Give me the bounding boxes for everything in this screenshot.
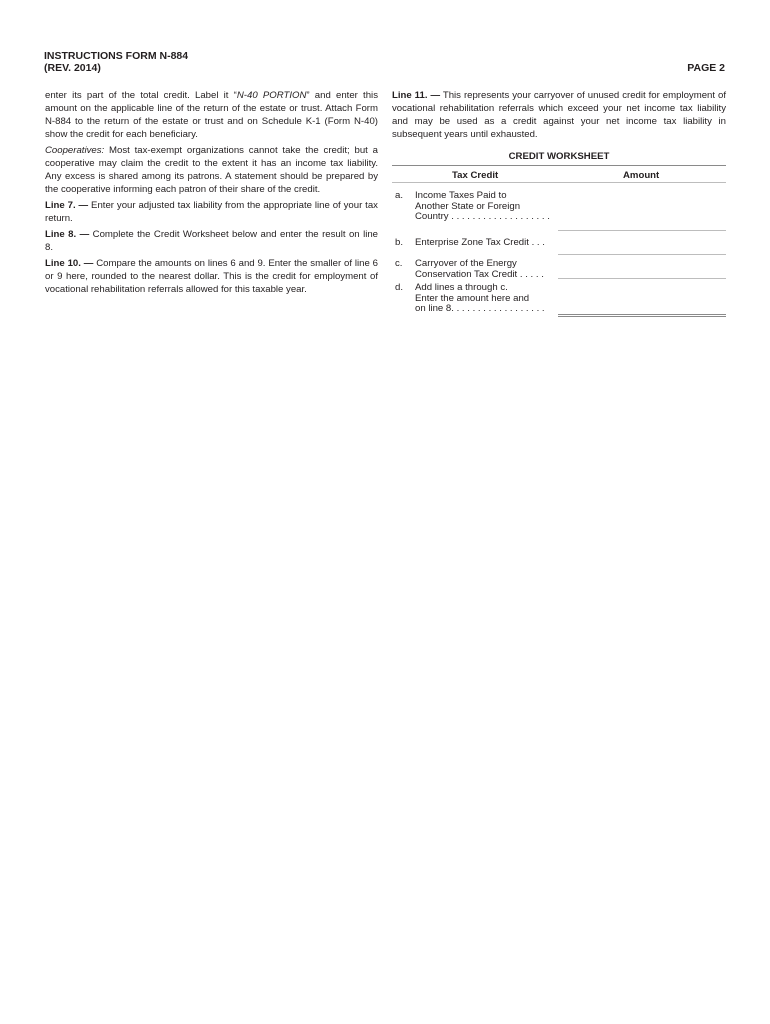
form-header <box>44 50 188 74</box>
row-description: Carryover of the Energy Conservation Tax Credit . . . . . <box>415 258 544 280</box>
worksheet-row-c <box>392 255 726 279</box>
worksheet-row-d <box>392 279 726 317</box>
worksheet-header-row <box>392 166 726 183</box>
n40-portion-label: N-40 PORTION <box>236 90 307 101</box>
form-title: INSTRUCTIONS FORM N-884 <box>44 50 189 62</box>
line-10-label: Line 10. — <box>45 258 94 269</box>
page-number: PAGE 2 <box>687 62 725 74</box>
estate-trust-paragraph: enter its part of the total credit. Label it “N-40 PORTION” and enter this amount on the applicable line of the return of the estate or trust. Attach Form N-884 to the return of the estate or trust and on Schedule K-1 (Form N-40) show the credit for each beneficiary. <box>45 90 378 140</box>
line-11-paragraph: Line 11. — This represents your carryover of unused credit for employment of vocational rehabilitation referrals which exceed your net income tax liability and may be used as a credit against your net income tax liability in subsequent years until exhausted. <box>392 90 727 140</box>
line-7-label: Line 7. — <box>45 200 89 211</box>
line-8-label: Line 8. — <box>45 229 90 240</box>
row-letter: a. <box>395 190 404 201</box>
line-8-paragraph: Line 8. — Complete the Credit Worksheet below and enter the result on line 8. <box>45 229 379 253</box>
worksheet-row-b <box>392 231 726 255</box>
line-10-paragraph: Line 10. — Compare the amounts on lines 6 and 9. Enter the smaller of line 6 or 9 here, rounded to the nearest dollar. This is the credit for employment of vocational rehabilitation referrals allowed for this taxable year. <box>45 258 379 295</box>
row-letter: d. <box>395 282 404 293</box>
cooperatives-label: Cooperatives: <box>45 145 105 156</box>
row-description: Add lines a through c. Enter the amount here and on line 8. . . . . . . . . . . . . . . . . . <box>415 282 545 314</box>
cooperatives-paragraph: Cooperatives: Most tax-exempt organizations cannot take the credit; but a cooperative may claim the credit to the extent it has an income tax liability. Any excess is shared among its patrons. A statement should be prepared by the cooperative informing each patron of their share of the credit. <box>45 145 378 195</box>
right-column <box>392 89 726 317</box>
total-amount-entry-line[interactable] <box>558 313 726 317</box>
row-description: Income Taxes Paid to Another State or Foreign Country . . . . . . . . . . . . . . . . . . . <box>415 190 550 222</box>
row-letter: c. <box>395 258 403 269</box>
amount-column-header: Amount <box>623 170 660 181</box>
tax-credit-column-header: Tax Credit <box>452 170 499 181</box>
worksheet-row-a <box>392 183 726 231</box>
line-7-paragraph: Line 7. — Enter your adjusted tax liability from the appropriate line of your tax return. <box>45 200 378 224</box>
left-column <box>45 89 378 299</box>
form-revision: (REV. 2014) <box>44 62 101 74</box>
row-description: Enterprise Zone Tax Credit . . . <box>415 237 545 248</box>
credit-worksheet <box>392 150 726 317</box>
worksheet-title: CREDIT WORKSHEET <box>392 150 726 166</box>
row-letter: b. <box>395 237 404 248</box>
line-11-label: Line 11. — <box>392 90 441 101</box>
